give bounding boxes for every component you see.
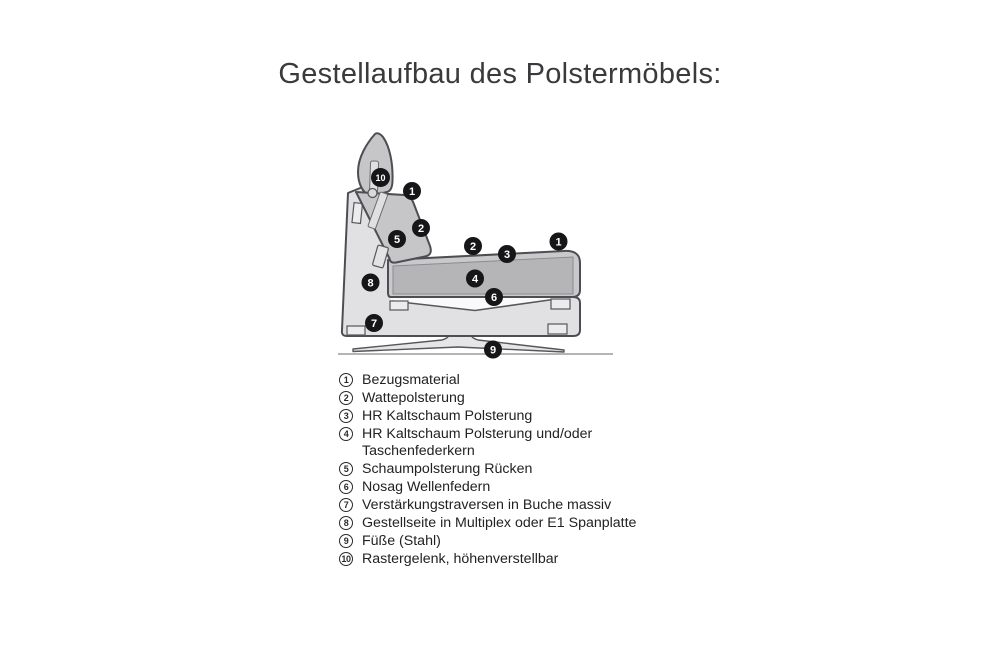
legend-item [339,514,699,532]
callout-badge [412,219,430,237]
callout-badge [464,237,482,255]
legend-number: 7 [339,498,353,512]
legend-item [339,496,699,514]
callout-badge [485,288,503,306]
legend-item [339,425,699,460]
svg-text:4: 4 [471,273,479,286]
svg-text:1: 1 [555,236,562,249]
legend-number: 2 [339,391,353,405]
callout-badge [388,230,406,248]
legend-label: HR Kaltschaum Polsterung [362,408,533,424]
legend-number: 10 [339,552,353,566]
callout-badge [466,270,484,288]
svg-text:6: 6 [490,292,498,304]
legend-label: Verstärkungstraversen in Buche massiv [362,497,612,513]
legend-label: Nosag Wellenfedern [362,479,491,495]
traverse-block [548,324,567,334]
legend-item [339,371,699,389]
svg-text:1: 1 [408,186,416,198]
legend-label-line2: Taschenfederkern [362,443,475,459]
legend-item [339,550,699,568]
spring-mount-block [551,299,570,309]
callout-badge [498,245,516,263]
legend-label: Wattepolsterung [362,390,465,406]
legend-item [339,460,699,478]
parts-legend [339,371,699,568]
callout-badge [371,168,390,187]
svg-text:8: 8 [367,277,374,290]
callout-badge [362,274,380,292]
legend-label: Füße (Stahl) [362,533,441,549]
legend-number: 8 [339,516,353,530]
legend-item [339,389,699,407]
callout-badge [365,314,383,332]
svg-text:3: 3 [503,249,511,261]
svg-text:7: 7 [370,318,378,330]
legend-label: Rastergelenk, höhenverstellbar [362,551,559,567]
legend-item [339,532,699,550]
legend-item [339,407,699,425]
legend-number: 4 [339,427,353,441]
legend-label: HR Kaltschaum Polsterung und/oder [362,426,593,442]
callout-badge [484,341,502,359]
svg-text:2: 2 [417,223,425,235]
ratchet-joint [368,189,377,198]
diagram-svg [330,120,620,370]
legend-number: 1 [339,373,353,387]
callout-badge [550,233,568,251]
callout-badge [403,182,421,200]
furniture-cross-section-diagram [330,120,620,370]
svg-text:5: 5 [393,234,401,246]
svg-text:2: 2 [469,241,477,253]
legend-number: 3 [339,409,353,423]
frame-slot [352,203,363,224]
legend-number: 9 [339,534,353,548]
svg-text:10: 10 [375,172,386,183]
legend-label: Bezugsmaterial [362,372,460,388]
legend-label: Gestellseite in Multiplex oder E1 Spanplatte [362,515,637,531]
spring-mount-block [390,301,408,310]
legend-number: 6 [339,480,353,494]
page-title: Gestellaufbau des Polstermöbels: [278,58,722,91]
legend-item [339,478,699,496]
svg-text:9: 9 [489,344,497,357]
legend-label: Schaumpolsterung Rücken [362,461,533,477]
legend-number: 5 [339,462,353,476]
traverse-block [347,326,365,335]
